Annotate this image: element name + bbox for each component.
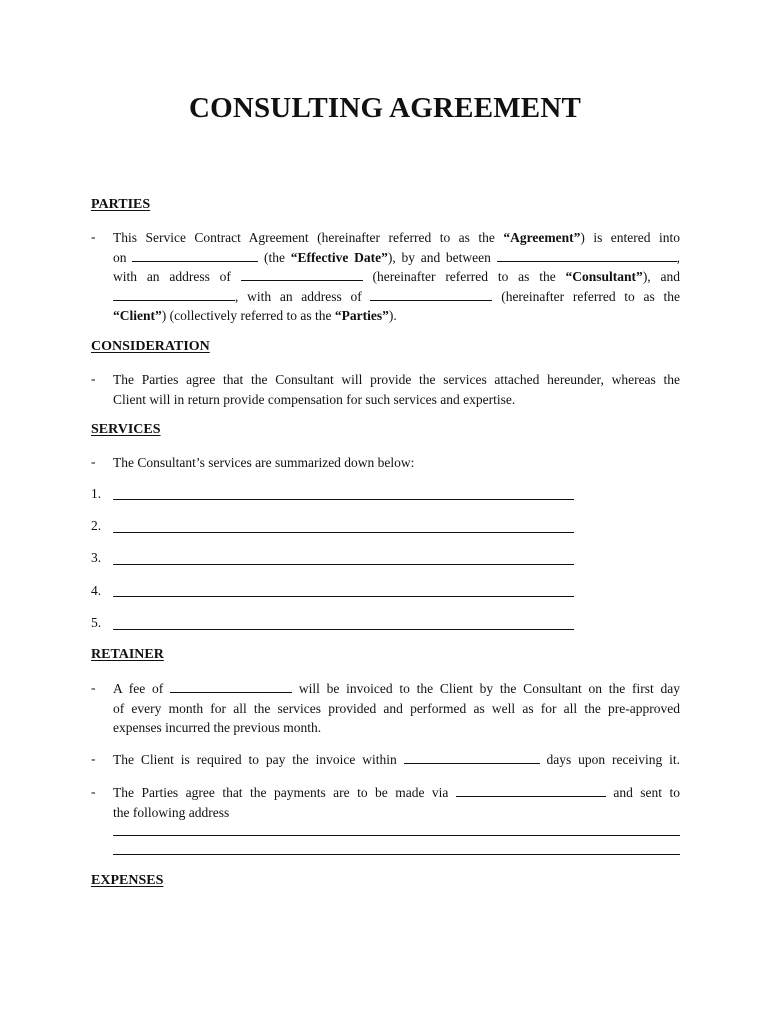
bullet-dash: - [91, 680, 96, 695]
retainer-payment-line-2: the following address [113, 804, 230, 820]
retainer-payment-paragraph [113, 783, 680, 822]
retainer-payment-line-1: The Parties agree that the payments are to be made via and sent to [113, 785, 680, 800]
services-intro: The Consultant’s services are summarized down below: [113, 455, 415, 470]
service-item-number: 2. [91, 518, 102, 533]
retainer-fee-line-2: of every month for all the services provided and performed as well as for all the pre-approved [113, 700, 680, 716]
parties-line-3: with an address of (hereinafter referred to as the “Consultant”), and [113, 269, 680, 284]
payment-address-blank-1[interactable] [113, 835, 680, 836]
service-item-blank-1[interactable] [113, 499, 574, 500]
retainer-days-paragraph [113, 750, 680, 770]
consultant-name-blank[interactable] [497, 249, 677, 262]
client-name-blank[interactable] [113, 288, 235, 301]
service-item-blank-3[interactable] [113, 564, 574, 565]
consultant-address-blank[interactable] [241, 268, 363, 281]
retainer-fee-paragraph [113, 679, 680, 738]
document-title: CONSULTING AGREEMENT [188, 92, 582, 124]
parties-line-4: , with an address of (hereinafter referred to as the [113, 287, 680, 307]
payment-days-blank[interactable] [404, 751, 540, 764]
heading-expenses: EXPENSES [91, 873, 164, 888]
retainer-days-line: The Client is required to pay the invoice within days upon receiving it. [113, 752, 680, 767]
parties-line-2: on (the “Effective Date”), by and between , [113, 249, 680, 265]
parties-paragraph [113, 228, 680, 326]
heading-parties: PARTIES [91, 197, 151, 212]
service-item-number: 3. [91, 550, 102, 565]
consideration-line-1: The Parties agree that the Consultant will provide the services attached hereunder, whereas the [113, 372, 680, 387]
heading-consideration: CONSIDERATION [91, 339, 210, 354]
service-item-blank-4[interactable] [113, 596, 574, 597]
consideration-line-2: Client will in return provide compensation for such services and expertise. [113, 391, 516, 407]
parties-line-5: “Client”) (collectively referred to as the “Parties”). [113, 308, 397, 323]
service-item-number: 1. [91, 486, 102, 501]
bullet-dash: - [91, 454, 96, 469]
retainer-fee-line-1: A fee of will be invoiced to the Client by the Consultant on the first day [113, 681, 680, 696]
parties-line-1: This Service Contract Agreement (hereinafter referred to as the “Agreement”) is entered into [113, 230, 680, 245]
bullet-dash: - [91, 784, 96, 799]
bullet-dash: - [91, 371, 96, 386]
payment-method-blank[interactable] [456, 784, 606, 797]
service-item-number: 4. [91, 583, 102, 598]
bullet-dash: - [91, 751, 96, 766]
heading-services: SERVICES [91, 422, 161, 437]
payment-address-blank-2[interactable] [113, 854, 680, 855]
fee-amount-blank[interactable] [170, 680, 292, 693]
retainer-fee-line-3: expenses incurred the previous month. [113, 720, 322, 735]
service-item-blank-2[interactable] [113, 532, 574, 533]
client-address-blank[interactable] [370, 288, 492, 301]
service-item-blank-5[interactable] [113, 629, 574, 630]
effective-date-blank[interactable] [132, 249, 258, 262]
service-item-number: 5. [91, 615, 102, 630]
consideration-paragraph [113, 370, 680, 409]
bullet-dash: - [91, 229, 96, 244]
heading-retainer: RETAINER [91, 647, 164, 662]
